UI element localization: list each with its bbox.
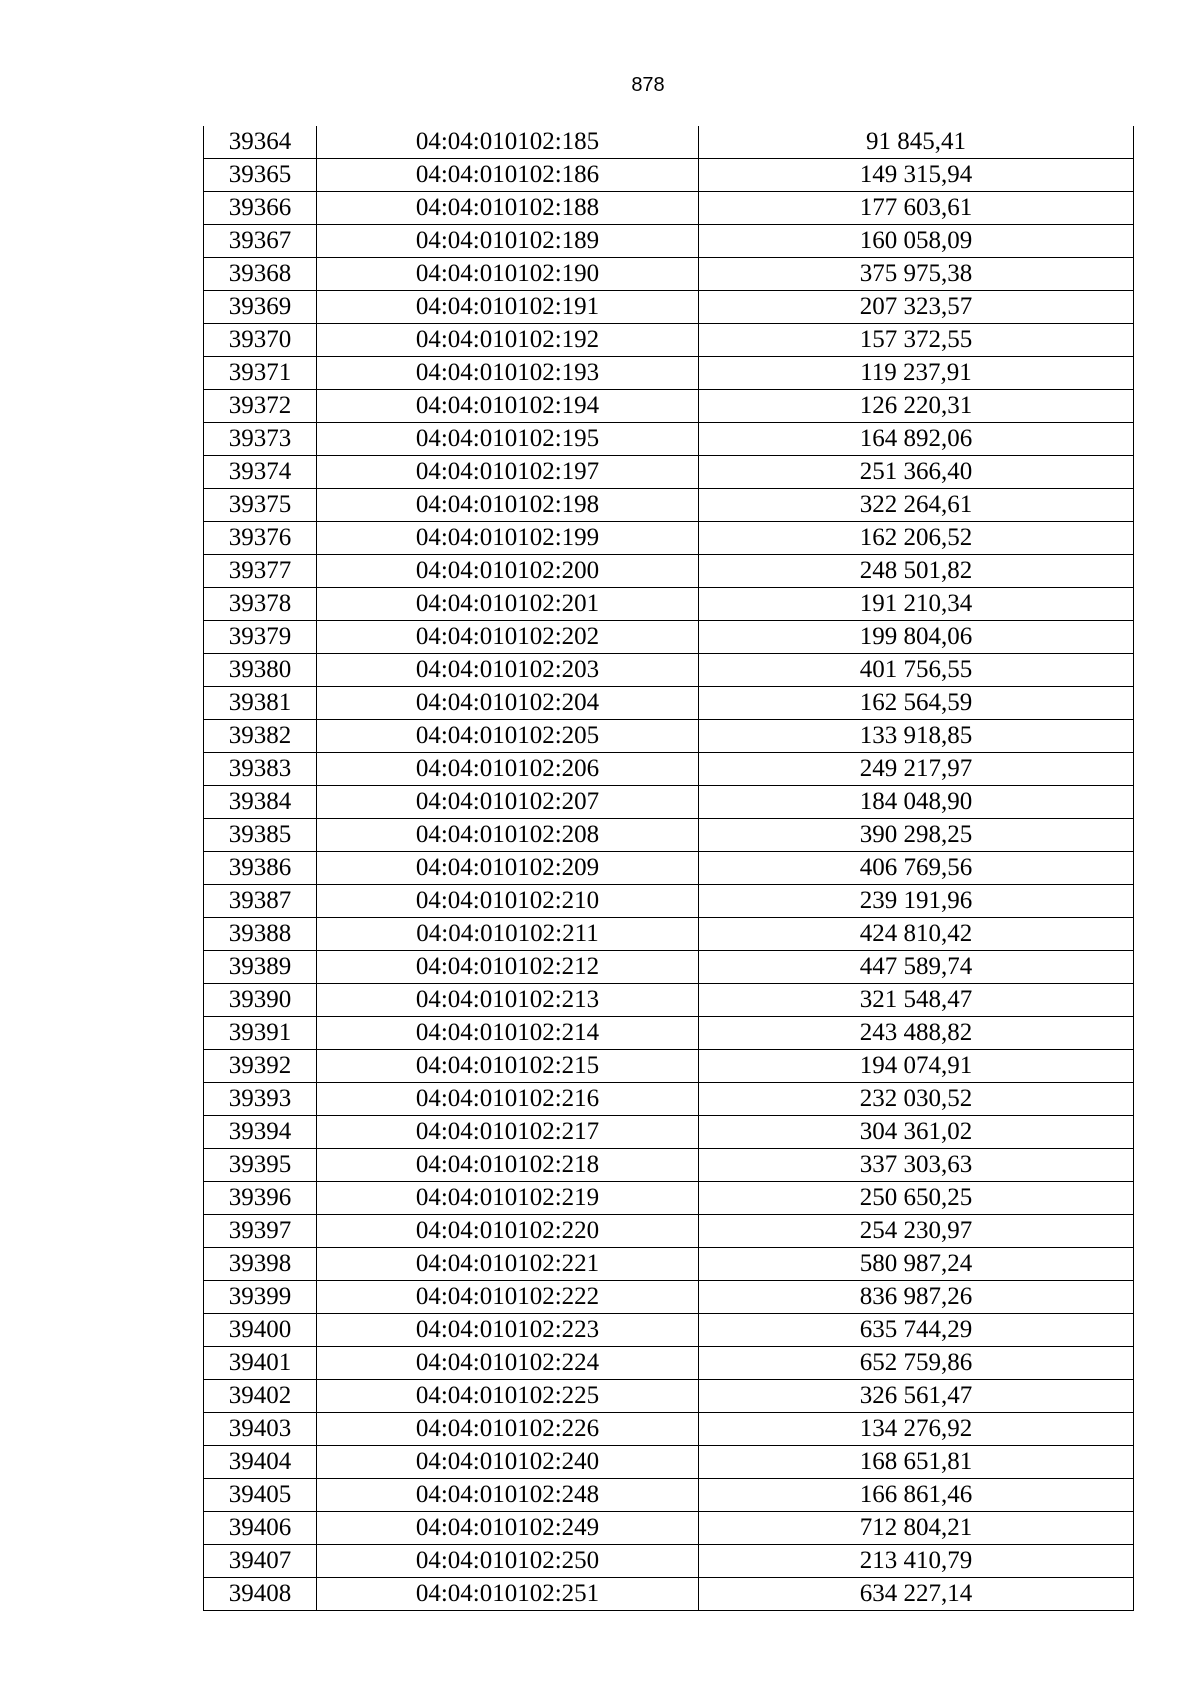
table-row <box>204 555 1134 588</box>
cadastral-number-cell: 04:04:010102:191 <box>317 291 699 324</box>
cadastral-number-cell: 04:04:010102:190 <box>317 258 699 291</box>
row-number-cell: 39390 <box>204 984 317 1017</box>
row-number-cell: 39378 <box>204 588 317 621</box>
cadastral-number-cell: 04:04:010102:221 <box>317 1248 699 1281</box>
table-row <box>204 324 1134 357</box>
cadastral-number-cell: 04:04:010102:208 <box>317 819 699 852</box>
table-row <box>204 687 1134 720</box>
value-cell: 375 975,38 <box>699 258 1134 291</box>
cadastral-number-cell: 04:04:010102:197 <box>317 456 699 489</box>
cadastral-number-cell: 04:04:010102:193 <box>317 357 699 390</box>
table-row <box>204 1017 1134 1050</box>
value-cell: 424 810,42 <box>699 918 1134 951</box>
row-number-cell: 39392 <box>204 1050 317 1083</box>
value-cell: 164 892,06 <box>699 423 1134 456</box>
table-row <box>204 885 1134 918</box>
cadastral-number-cell: 04:04:010102:206 <box>317 753 699 786</box>
row-number-cell: 39397 <box>204 1215 317 1248</box>
cadastral-number-cell: 04:04:010102:209 <box>317 852 699 885</box>
row-number-cell: 39400 <box>204 1314 317 1347</box>
value-cell: 251 366,40 <box>699 456 1134 489</box>
row-number-cell: 39369 <box>204 291 317 324</box>
value-cell: 390 298,25 <box>699 819 1134 852</box>
table-row <box>204 1050 1134 1083</box>
value-cell: 133 918,85 <box>699 720 1134 753</box>
cadastral-number-cell: 04:04:010102:225 <box>317 1380 699 1413</box>
row-number-cell: 39391 <box>204 1017 317 1050</box>
value-cell: 250 650,25 <box>699 1182 1134 1215</box>
row-number-cell: 39408 <box>204 1578 317 1611</box>
value-cell: 207 323,57 <box>699 291 1134 324</box>
value-cell: 194 074,91 <box>699 1050 1134 1083</box>
cadastral-number-cell: 04:04:010102:249 <box>317 1512 699 1545</box>
table-row <box>204 984 1134 1017</box>
value-cell: 134 276,92 <box>699 1413 1134 1446</box>
cadastral-number-cell: 04:04:010102:192 <box>317 324 699 357</box>
value-cell: 213 410,79 <box>699 1545 1134 1578</box>
table-row <box>204 654 1134 687</box>
value-cell: 162 206,52 <box>699 522 1134 555</box>
row-number-cell: 39396 <box>204 1182 317 1215</box>
cadastral-number-cell: 04:04:010102:222 <box>317 1281 699 1314</box>
value-cell: 168 651,81 <box>699 1446 1134 1479</box>
cadastral-number-cell: 04:04:010102:205 <box>317 720 699 753</box>
table-row <box>204 1446 1134 1479</box>
row-number-cell: 39366 <box>204 192 317 225</box>
table-row <box>204 1314 1134 1347</box>
row-number-cell: 39399 <box>204 1281 317 1314</box>
table-row <box>204 1215 1134 1248</box>
cadastral-number-cell: 04:04:010102:250 <box>317 1545 699 1578</box>
table-row <box>204 357 1134 390</box>
row-number-cell: 39403 <box>204 1413 317 1446</box>
value-cell: 149 315,94 <box>699 159 1134 192</box>
value-cell: 712 804,21 <box>699 1512 1134 1545</box>
row-number-cell: 39377 <box>204 555 317 588</box>
value-cell: 177 603,61 <box>699 192 1134 225</box>
value-cell: 157 372,55 <box>699 324 1134 357</box>
table-row <box>204 192 1134 225</box>
cadastral-number-cell: 04:04:010102:204 <box>317 687 699 720</box>
table-row <box>204 951 1134 984</box>
table-row <box>204 258 1134 291</box>
value-cell: 249 217,97 <box>699 753 1134 786</box>
table-row <box>204 1512 1134 1545</box>
value-cell: 304 361,02 <box>699 1116 1134 1149</box>
cadastral-number-cell: 04:04:010102:218 <box>317 1149 699 1182</box>
table-row <box>204 1248 1134 1281</box>
row-number-cell: 39373 <box>204 423 317 456</box>
table-row <box>204 489 1134 522</box>
table-row <box>204 1116 1134 1149</box>
value-cell: 406 769,56 <box>699 852 1134 885</box>
row-number-cell: 39376 <box>204 522 317 555</box>
table-row <box>204 819 1134 852</box>
table-row <box>204 1182 1134 1215</box>
cadastral-number-cell: 04:04:010102:185 <box>317 126 699 159</box>
row-number-cell: 39374 <box>204 456 317 489</box>
value-cell: 91 845,41 <box>699 126 1134 159</box>
table-row <box>204 1578 1134 1611</box>
table-row <box>204 126 1134 159</box>
cadastral-number-cell: 04:04:010102:188 <box>317 192 699 225</box>
table-row <box>204 1083 1134 1116</box>
row-number-cell: 39384 <box>204 786 317 819</box>
value-cell: 243 488,82 <box>699 1017 1134 1050</box>
row-number-cell: 39386 <box>204 852 317 885</box>
cadastral-number-cell: 04:04:010102:219 <box>317 1182 699 1215</box>
table-row <box>204 918 1134 951</box>
row-number-cell: 39370 <box>204 324 317 357</box>
value-cell: 239 191,96 <box>699 885 1134 918</box>
cadastral-number-cell: 04:04:010102:240 <box>317 1446 699 1479</box>
row-number-cell: 39379 <box>204 621 317 654</box>
row-number-cell: 39382 <box>204 720 317 753</box>
value-cell: 447 589,74 <box>699 951 1134 984</box>
value-cell: 184 048,90 <box>699 786 1134 819</box>
cadastral-number-cell: 04:04:010102:248 <box>317 1479 699 1512</box>
table-body <box>204 126 1134 1611</box>
cadastral-number-cell: 04:04:010102:194 <box>317 390 699 423</box>
cadastral-number-cell: 04:04:010102:216 <box>317 1083 699 1116</box>
value-cell: 652 759,86 <box>699 1347 1134 1380</box>
row-number-cell: 39393 <box>204 1083 317 1116</box>
table-row <box>204 1545 1134 1578</box>
row-number-cell: 39380 <box>204 654 317 687</box>
table-row <box>204 390 1134 423</box>
row-number-cell: 39372 <box>204 390 317 423</box>
row-number-cell: 39401 <box>204 1347 317 1380</box>
table-row <box>204 159 1134 192</box>
cadastral-number-cell: 04:04:010102:215 <box>317 1050 699 1083</box>
value-cell: 635 744,29 <box>699 1314 1134 1347</box>
cadastral-number-cell: 04:04:010102:223 <box>317 1314 699 1347</box>
page-number: 878 <box>631 74 665 96</box>
value-cell: 322 264,61 <box>699 489 1134 522</box>
value-cell: 337 303,63 <box>699 1149 1134 1182</box>
table-row <box>204 720 1134 753</box>
table-row <box>204 786 1134 819</box>
cadastral-number-cell: 04:04:010102:213 <box>317 984 699 1017</box>
row-number-cell: 39394 <box>204 1116 317 1149</box>
row-number-cell: 39389 <box>204 951 317 984</box>
row-number-cell: 39385 <box>204 819 317 852</box>
row-number-cell: 39388 <box>204 918 317 951</box>
cadastral-number-cell: 04:04:010102:220 <box>317 1215 699 1248</box>
table-row <box>204 852 1134 885</box>
value-cell: 248 501,82 <box>699 555 1134 588</box>
cadastral-number-cell: 04:04:010102:201 <box>317 588 699 621</box>
value-cell: 634 227,14 <box>699 1578 1134 1611</box>
cadastral-number-cell: 04:04:010102:214 <box>317 1017 699 1050</box>
cadastral-number-cell: 04:04:010102:189 <box>317 225 699 258</box>
row-number-cell: 39375 <box>204 489 317 522</box>
table-row <box>204 291 1134 324</box>
value-cell: 126 220,31 <box>699 390 1134 423</box>
table-row <box>204 1479 1134 1512</box>
table-row <box>204 423 1134 456</box>
cadastral-number-cell: 04:04:010102:211 <box>317 918 699 951</box>
row-number-cell: 39364 <box>204 126 317 159</box>
cadastral-number-cell: 04:04:010102:195 <box>317 423 699 456</box>
value-cell: 326 561,47 <box>699 1380 1134 1413</box>
cadastral-value-table <box>203 126 1134 1611</box>
cadastral-number-cell: 04:04:010102:199 <box>317 522 699 555</box>
value-cell: 191 210,34 <box>699 588 1134 621</box>
value-cell: 321 548,47 <box>699 984 1134 1017</box>
row-number-cell: 39387 <box>204 885 317 918</box>
value-cell: 119 237,91 <box>699 357 1134 390</box>
row-number-cell: 39404 <box>204 1446 317 1479</box>
table-row <box>204 456 1134 489</box>
value-cell: 580 987,24 <box>699 1248 1134 1281</box>
row-number-cell: 39371 <box>204 357 317 390</box>
value-cell: 232 030,52 <box>699 1083 1134 1116</box>
row-number-cell: 39383 <box>204 753 317 786</box>
table-row <box>204 588 1134 621</box>
cadastral-number-cell: 04:04:010102:251 <box>317 1578 699 1611</box>
row-number-cell: 39402 <box>204 1380 317 1413</box>
table-row <box>204 753 1134 786</box>
table-row <box>204 1413 1134 1446</box>
row-number-cell: 39367 <box>204 225 317 258</box>
cadastral-number-cell: 04:04:010102:198 <box>317 489 699 522</box>
cadastral-number-cell: 04:04:010102:212 <box>317 951 699 984</box>
value-cell: 160 058,09 <box>699 225 1134 258</box>
cadastral-number-cell: 04:04:010102:226 <box>317 1413 699 1446</box>
table-row <box>204 522 1134 555</box>
value-cell: 836 987,26 <box>699 1281 1134 1314</box>
table-row <box>204 1347 1134 1380</box>
cadastral-number-cell: 04:04:010102:210 <box>317 885 699 918</box>
value-cell: 162 564,59 <box>699 687 1134 720</box>
cadastral-number-cell: 04:04:010102:207 <box>317 786 699 819</box>
value-cell: 199 804,06 <box>699 621 1134 654</box>
table-row <box>204 1380 1134 1413</box>
table-row <box>204 1281 1134 1314</box>
row-number-cell: 39398 <box>204 1248 317 1281</box>
row-number-cell: 39395 <box>204 1149 317 1182</box>
cadastral-number-cell: 04:04:010102:203 <box>317 654 699 687</box>
cadastral-number-cell: 04:04:010102:224 <box>317 1347 699 1380</box>
row-number-cell: 39407 <box>204 1545 317 1578</box>
table-row <box>204 225 1134 258</box>
table-row <box>204 621 1134 654</box>
cadastral-number-cell: 04:04:010102:200 <box>317 555 699 588</box>
cadastral-number-cell: 04:04:010102:186 <box>317 159 699 192</box>
cadastral-number-cell: 04:04:010102:217 <box>317 1116 699 1149</box>
cadastral-number-cell: 04:04:010102:202 <box>317 621 699 654</box>
value-cell: 166 861,46 <box>699 1479 1134 1512</box>
row-number-cell: 39405 <box>204 1479 317 1512</box>
row-number-cell: 39381 <box>204 687 317 720</box>
row-number-cell: 39406 <box>204 1512 317 1545</box>
table-row <box>204 1149 1134 1182</box>
value-cell: 401 756,55 <box>699 654 1134 687</box>
row-number-cell: 39368 <box>204 258 317 291</box>
row-number-cell: 39365 <box>204 159 317 192</box>
value-cell: 254 230,97 <box>699 1215 1134 1248</box>
